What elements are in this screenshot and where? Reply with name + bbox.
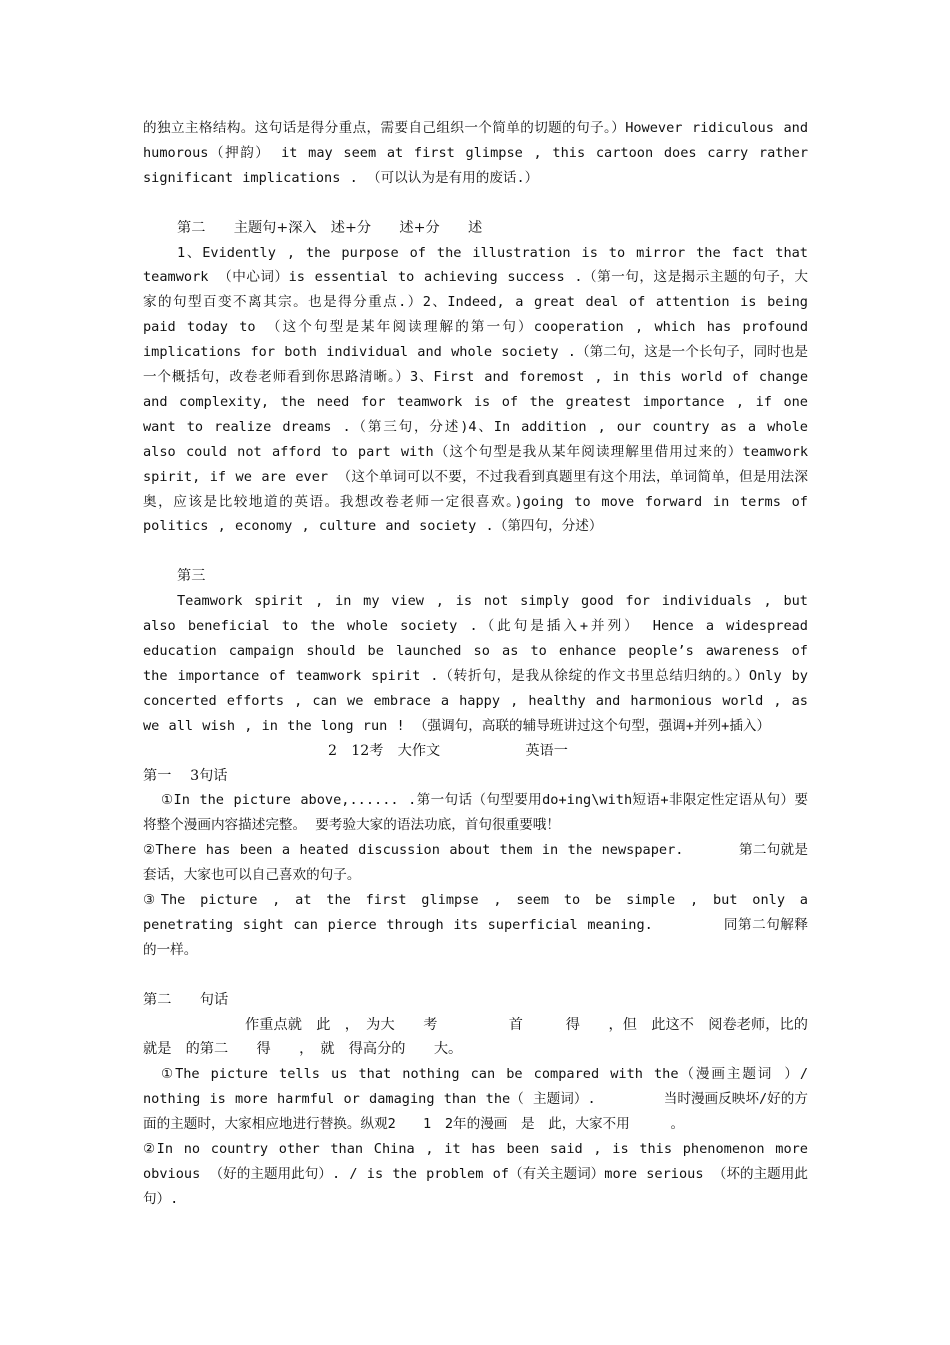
heading-part-two: 第二 主题句+深入 述+分 述+分 述 (177, 219, 483, 236)
paragraph-part-two: 1、Evidently , the purpose of the illustration is to mirror the fact that teamwork （中心词）is essential to achieving success .（第一句，这是揭示主题的句子，大家的句型百变不离其宗。也是得分重点.）2、Indeed, a great deal of attention is being paid today to （这个句型是某年阅读理解的第一句）cooperation , which has profound implications for both individual and whole society .（第二句，这是一个长句子，同时也是一个概括句，改卷老师看到你思路清晰。）3、First and foremost , in this world of change and complexity, the need for teamwork is of the greatest importance , if one want to realize dreams .（第三句，分述)4、In addition , our country as a whole also could not afford to part with（这个句型是我从某年阅读理解里借用过来的）teamwork spirit, if we are ever （这个单词可以不要，不过我看到真题里有这个用法，单词简单，但是用法深奥，应该是比较地道的英语。我想改卷老师一定很喜欢。)going to move forward in terms of politics , economy , culture and society .（第四句，分述） (143, 244, 808, 535)
section-title-essay: 2 12考 大作文 英语一 (328, 742, 568, 759)
spacer (143, 963, 808, 988)
list-item-sentence-five: ②In no country other than China , it has been said , is this phenomenon more obvious （好的主题用此句）. / is the problem of（有关主题词）more serious （坏的主题用此句）. (143, 1141, 808, 1207)
list-item-sentence-three: ③The picture , at the first glimpse , seem to be simple , but only a penetrating sight can pierce through its superficial meaning. 同第二句解释的一样。 (143, 892, 808, 958)
heading-part-two-sentences: 第二 句话 (143, 991, 229, 1008)
heading-part-three: 第三 (177, 568, 206, 585)
text-column (143, 116, 808, 1212)
spacer (143, 539, 808, 564)
list-item-sentence-one: ①In the picture above,...... .第一句话（句型要用do+ing\with短语+非限定性定语从句）要将整个漫画内容描述完整。 要考验大家的语法功底，首句很重要哦！ (143, 792, 808, 834)
list-item-sentence-four: ①The picture tells us that nothing can be compared with the（漫画主题词 ）/ nothing is more harmful or damaging than the（ 主题词）. 当时漫画反映坏/好的方面的主题时，大家相应地进行替换。纵观2 1 2年的漫画 是 此，大家不用 。 (143, 1066, 808, 1133)
list-item-sentence-two: ②There has been a heated discussion about them in the newspaper. 第二句就是套话，大家也可以自己喜欢的句子。 (143, 842, 808, 884)
paragraph-part-three: Teamwork spirit , in my view , is not simply good for individuals , but also beneficial to the whole society .（此句是插入+并列） Hence a widespread education campaign should be launched so as to enhance people’s awareness of the importance of teamwork spirit .（转折句，是我从徐绽的作文书里总结归纳的。）Only by concerted efforts , can we embrace a happy , healthy and harmonious world , as we all wish , in the long run ! （强调句，高联的辅导班讲过这个句型，强调+并列+插入） (143, 593, 808, 734)
paragraph-intro-continuation: 的独立主格结构。这句话是得分重点，需要自己组织一个简单的切题的句子。）However ridiculous and humorous（押韵） it may seem at first glimpse , this cartoon does carry rather significant implications . （可以认为是有用的废话.） (143, 120, 808, 186)
spacer (143, 191, 808, 216)
heading-part-one: 第一 3句话 (143, 767, 228, 784)
paragraph-note: 作重点就 此 ， 为大 考 首 得 ，但 此这不 阅卷老师，比的就是 的第二 得 ， 就 得高分的 大。 (143, 1016, 808, 1058)
